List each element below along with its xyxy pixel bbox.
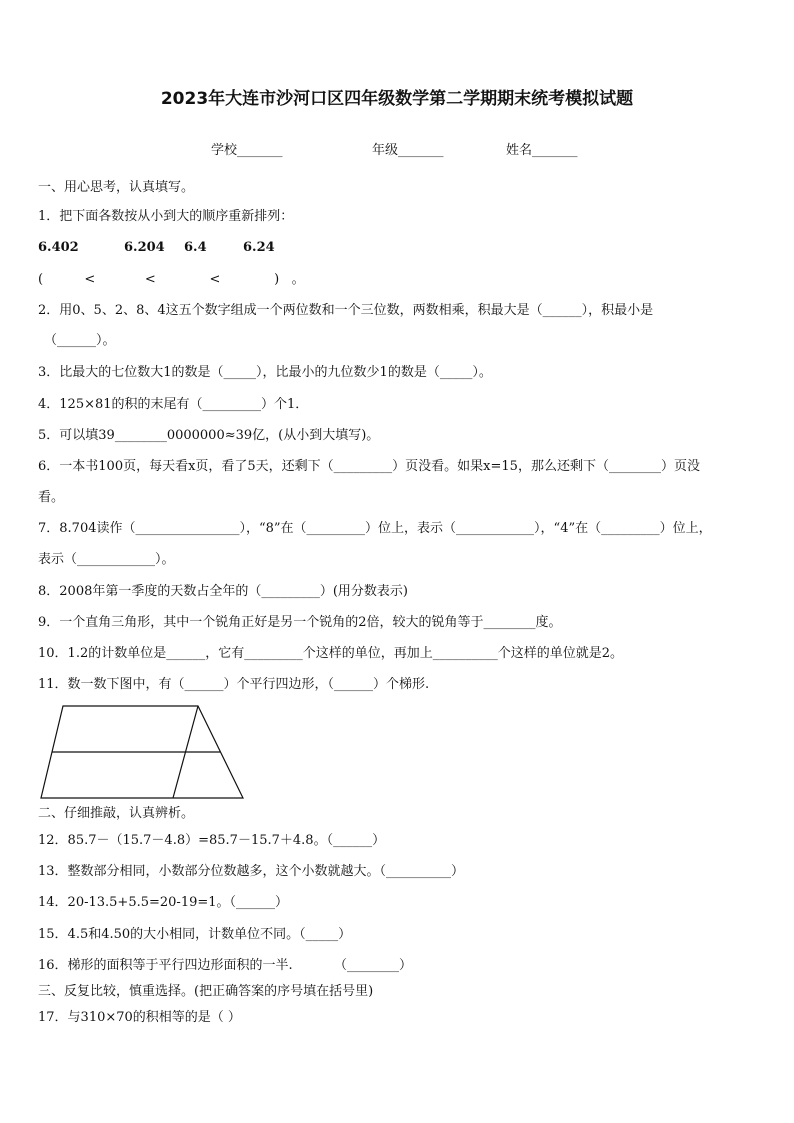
q11-figure xyxy=(38,702,248,802)
q1-number-1: 6.402 xyxy=(38,240,79,255)
school-field: 学校_______ xyxy=(211,143,283,158)
section-3-heading: 三、反复比较，慎重选择。(把正确答案的序号填在括号里) xyxy=(38,984,374,999)
question-12: 12．85.7－（15.7－4.8）=85.7－15.7＋4.8。（______） xyxy=(38,833,386,848)
q1-number-4: 6.24 xyxy=(243,240,275,255)
q1-number-3: 6.4 xyxy=(184,240,207,255)
question-8: 8．2008年第一季度的天数占全年的（_________）(用分数表示) xyxy=(38,584,408,599)
q1-order-line: ( < < < ) 。 xyxy=(38,272,305,287)
question-4: 4．125×81的积的末尾有（_________）个1． xyxy=(38,397,309,412)
question-5: 5．可以填39________0000000≈39亿，(从小到大填写)。 xyxy=(38,428,380,443)
section-1-heading: 一、用心思考，认真填写。 xyxy=(38,180,195,195)
question-2-line-2: （______）。 xyxy=(44,333,116,348)
question-7-line-2: 表示（____________）。 xyxy=(38,552,175,567)
name-field: 姓名_______ xyxy=(506,143,578,158)
question-16: 16．梯形的面积等于平行四边形面积的一半. （________） xyxy=(38,958,412,973)
q1-number-2: 6.204 xyxy=(124,240,165,255)
question-2-line-1: 2．用0、5、2、8、4这五个数字组成一个两位数和一个三位数，两数相乘，积最大是（______），积最小是 xyxy=(38,303,654,318)
question-6-line-2: 看。 xyxy=(38,490,65,505)
question-3: 3．比最大的七位数大1的数是（_____），比最小的九位数少1的数是（_____）。 xyxy=(38,365,492,380)
question-6-line-1: 6．一本书100页，每天看x页，看了5天，还剩下（_________）页没看。如果x=15，那么还剩下（________）页没 xyxy=(38,459,700,474)
section-2-heading: 二、仔细推敲，认真辨析。 xyxy=(38,806,195,821)
question-9: 9．一个直角三角形，其中一个锐角正好是另一个锐角的2倍，较大的锐角等于________度。 xyxy=(38,615,562,630)
question-13: 13．整数部分相同，小数部分位数越多，这个小数就越大。（__________） xyxy=(38,864,465,879)
question-17: 17．与310×70的积相等的是（ ） xyxy=(38,1010,241,1025)
question-14: 14．20-13.5+5.5=20-19=1。（______） xyxy=(38,895,289,910)
question-11: 11．数一数下图中，有（______）个平行四边形，（______）个梯形. xyxy=(38,677,430,692)
question-7-line-1: 7．8.704读作（________________），“8”在（_________）位上，表示（____________），“4”在（_________）位上， xyxy=(38,521,712,536)
grade-field: 年级_______ xyxy=(372,143,444,158)
exam-title: 2023年大连市沙河口区四年级数学第二学期期末统考模拟试题 xyxy=(160,89,634,109)
question-1: 1．把下面各数按从小到大的顺序重新排列： xyxy=(38,209,294,224)
question-15: 15．4.5和4.50的大小相同，计数单位不同。（_____） xyxy=(38,927,352,942)
question-10: 10．1.2的计数单位是______，它有_________个这样的单位，再加上__________个这样的单位就是2。 xyxy=(38,646,623,661)
